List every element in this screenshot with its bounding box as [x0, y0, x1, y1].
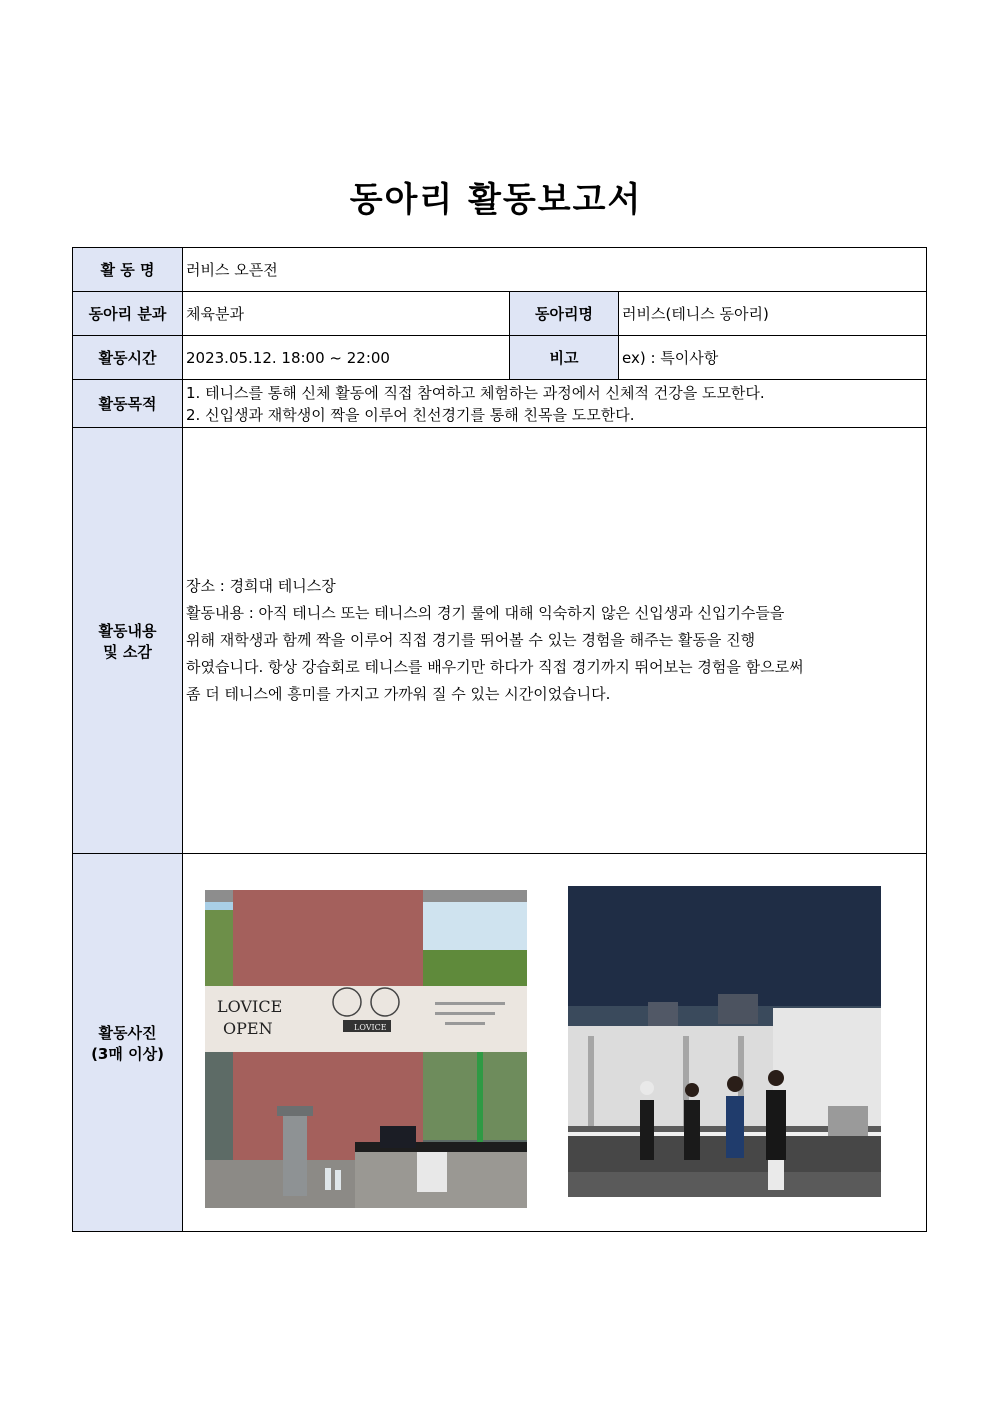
time-label: 활동시간 [73, 336, 183, 380]
photos-cell [183, 854, 927, 1232]
club-name-value: 러비스(테니스 동아리) [619, 292, 927, 336]
report-table [72, 247, 927, 1232]
category-value: 체육분과 [183, 292, 510, 336]
content-label: 활동내용 및 소감 [73, 428, 183, 854]
row-purpose [73, 380, 927, 428]
note-value: ex) : 특이사항 [619, 336, 927, 380]
activity-photo-1 [205, 890, 527, 1208]
content-line: 하였습니다. 항상 강습회로 테니스를 배우기만 하다가 직접 경기까지 뛰어보는 경험을 함으로써 [186, 658, 804, 676]
time-value: 2023.05.12. 18:00 ~ 22:00 [183, 336, 510, 380]
content-value [183, 428, 927, 854]
photo-1-image [205, 890, 527, 1208]
photos-label: 활동사진 (3매 이상) [73, 854, 183, 1232]
category-label: 동아리 분과 [73, 292, 183, 336]
row-content [73, 428, 927, 854]
content-line: 위해 재학생과 함께 짝을 이루어 직접 경기를 뛰어볼 수 있는 경험을 해주는 활동을 진행 [186, 631, 756, 649]
photo-2-image [568, 886, 881, 1197]
content-line: 좀 더 테니스에 흥미를 가지고 가까워 질 수 있는 시간이었습니다. [186, 685, 611, 703]
page-title: 동아리 활동보고서 [349, 180, 643, 220]
content-line: 장소 : 경희대 테니스장 [186, 577, 336, 595]
photos-area [183, 856, 926, 1230]
row-activity-name [73, 248, 927, 292]
row-time [73, 336, 927, 380]
row-photos [73, 854, 927, 1232]
purpose-label: 활동목적 [73, 380, 183, 428]
purpose-value [183, 380, 927, 428]
purpose-line: 2. 신입생과 재학생이 짝을 이루어 친선경기를 통해 친목을 도모한다. [186, 405, 635, 424]
activity-name-label: 활 동 명 [73, 248, 183, 292]
row-category [73, 292, 927, 336]
purpose-line: 1. 테니스를 통해 신체 활동에 직접 참여하고 체험하는 과정에서 신체적 건강을 도모한다. [186, 383, 765, 402]
photo-1-banner-line-1: LOVICE [217, 996, 283, 1016]
photo-1-logo-text: LOVICE [354, 1022, 387, 1032]
note-label: 비고 [510, 336, 619, 380]
content-line: 활동내용 : 아직 테니스 또는 테니스의 경기 룰에 대해 익숙하지 않은 신입생과 신입기수들을 [186, 604, 785, 622]
activity-name-value: 러비스 오픈전 [183, 248, 927, 292]
activity-photo-2 [568, 886, 881, 1197]
club-name-label: 동아리명 [510, 292, 619, 336]
photo-1-banner-line-2: OPEN [223, 1018, 273, 1038]
